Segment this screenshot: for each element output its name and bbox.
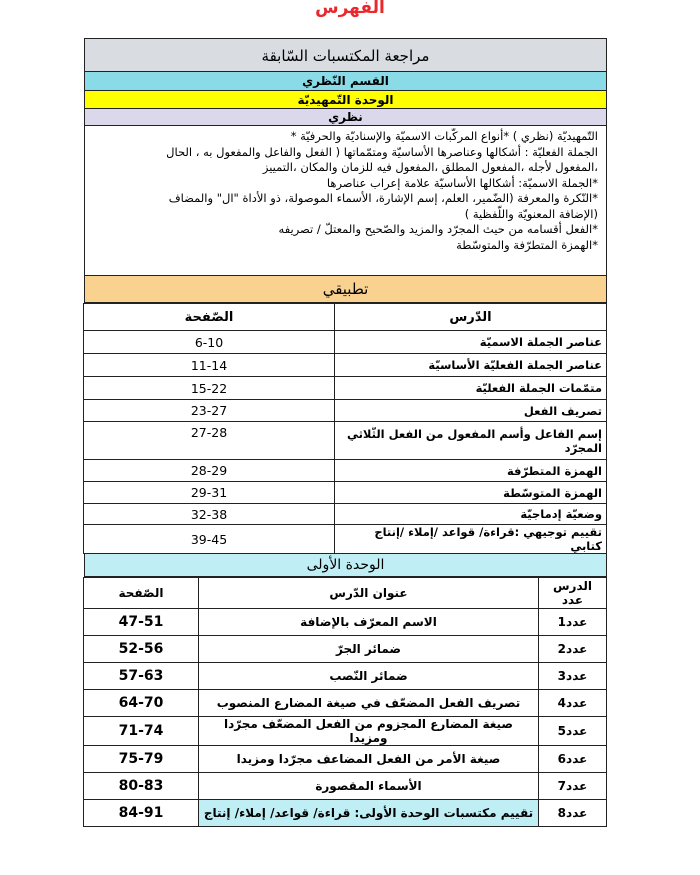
page-cell: 84-91	[84, 800, 199, 827]
theory-line: التّمهيديّة (نظري ) *أنواع المركّبات الاسميّة والإسناديّة والحرفيّة *	[290, 129, 598, 143]
page-cell: 6-10	[84, 331, 335, 354]
table-row	[84, 690, 607, 717]
page-cell: 39-45	[84, 525, 335, 554]
lesson-number-cell: عدد7	[539, 773, 607, 800]
theory-line: *الجملة الاسميّة: أشكالها الأساسيّة علامة إعراب عناصرها	[326, 175, 598, 190]
lesson-number-cell: عدد2	[539, 636, 607, 663]
table-row	[84, 663, 607, 690]
lesson-title-cell: تقييم مكتسبات الوحدة الأولى: قراءة/ قواعد/ إملاء/ إنتاج	[199, 800, 539, 827]
theory-line: *النّكرة والمعرفة (الضّمير، العلم، إسم الإشارة، الأسماء الموصولة، ذو الأداة "ال" والمضاف	[168, 191, 598, 205]
lesson-title-cell: صيغة الأمر من الفعل المضاعف مجرّدا ومزيدا	[199, 746, 539, 773]
header-lesson-number: الدرس عدد	[539, 578, 607, 609]
lesson-number-cell: عدد4	[539, 690, 607, 717]
table-row	[84, 377, 607, 400]
table-row	[84, 746, 607, 773]
table-header-row	[84, 304, 607, 331]
header-lesson: الدّرس	[335, 304, 607, 331]
lesson-cell: متمّمات الجملة الفعليّة	[335, 377, 607, 400]
lesson-number-cell: عدد5	[539, 717, 607, 746]
table-header-row	[84, 578, 607, 609]
table-row	[84, 400, 607, 422]
index-sheet	[84, 38, 607, 827]
lesson-cell: الهمزة المتوسّطة	[335, 482, 607, 504]
table-row	[84, 525, 607, 554]
lesson-cell: عناصر الجملة الفعليّة الأساسيّة	[335, 354, 607, 377]
lesson-number-cell: عدد1	[539, 609, 607, 636]
table-row	[84, 800, 607, 827]
theory-line: ،المفعول لأجله ،المفعول المطلق ،المفعول فيه للزمان والمكان ،التمييز	[262, 160, 598, 174]
lesson-cell: وضعيّة إدماجيّة	[335, 504, 607, 525]
theory-line: الجملة الفعليّة : أشكالها وعناصرها الأساسيّة ومتمّماتها ( الفعل والفاعل والمفعول به ، الحال	[166, 144, 598, 159]
theory-section-label: القسم النّظري	[84, 72, 607, 91]
lesson-title-cell: ضمائر الجرّ	[199, 636, 539, 663]
theory-line: *الفعل أقسامه من حيث المجرّد والمزيد والصّحيح والمعتلّ / تصريفه	[278, 222, 598, 236]
lesson-cell: تصريف الفعل	[335, 400, 607, 422]
review-title: مراجعة المكتسبات السّابقة	[84, 38, 607, 72]
theory-line: (الإضافة المعنويّة واللّفظية )	[464, 206, 598, 221]
page-cell: 27-28	[84, 422, 335, 460]
lesson-title-cell: تصريف الفعل المضعّف في صيغة المضارع المنصوب	[199, 690, 539, 717]
page-cell: 11-14	[84, 354, 335, 377]
table-row	[84, 504, 607, 525]
table-row	[84, 482, 607, 504]
page-cell: 15-22	[84, 377, 335, 400]
table-row	[84, 636, 607, 663]
lesson-title-cell: صيغة المضارع المجزوم من الفعل المضعّف مجرّدا ومزيدا	[199, 717, 539, 746]
page-cell: 47-51	[84, 609, 199, 636]
table-row	[84, 609, 607, 636]
unit1-table	[83, 577, 607, 827]
page-cell: 57-63	[84, 663, 199, 690]
table-row	[84, 717, 607, 746]
header-lesson-title: عنوان الدّرس	[199, 578, 539, 609]
page-cell: 23-27	[84, 400, 335, 422]
page-cell: 80-83	[84, 773, 199, 800]
page-cell: 75-79	[84, 746, 199, 773]
lesson-number-cell: عدد3	[539, 663, 607, 690]
table-row	[84, 460, 607, 482]
theory-line: *الهمزة المتطرّفة والمتوسّطة	[456, 237, 598, 252]
unit1-title: الوحدة الأولى	[84, 554, 607, 577]
page-cell: 64-70	[84, 690, 199, 717]
lesson-number-cell: عدد6	[539, 746, 607, 773]
page-cell: 28-29	[84, 460, 335, 482]
lesson-title-cell: الاسم المعرّف بالإضافة	[199, 609, 539, 636]
applied-table	[83, 303, 607, 554]
page-cell: 29-31	[84, 482, 335, 504]
lesson-cell: إسم الفاعل وأسم المفعول من الفعل الثّلاثي المجرّد	[335, 422, 607, 460]
lesson-cell: تقييم توجيهي :قراءة/ قواعد /إملاء /إنتاج كتابي	[335, 525, 607, 554]
intro-unit-label: الوحدة التّمهيديّة	[84, 91, 607, 109]
theory-content	[84, 126, 607, 276]
page-cell: 71-74	[84, 717, 199, 746]
lesson-number-cell: عدد8	[539, 800, 607, 827]
header-page: الصّفحة	[84, 304, 335, 331]
header-page: الصّفحة	[84, 578, 199, 609]
lesson-cell: الهمزة المتطرّفة	[335, 460, 607, 482]
table-row	[84, 422, 607, 460]
page-cell: 52-56	[84, 636, 199, 663]
lesson-title-cell: ضمائر النّصب	[199, 663, 539, 690]
applied-title: تطبيقي	[84, 276, 607, 303]
page-title: الفهرس	[315, 0, 385, 18]
lesson-cell: عناصر الجملة الاسميّة	[335, 331, 607, 354]
table-row	[84, 331, 607, 354]
page-cell: 32-38	[84, 504, 335, 525]
table-row	[84, 354, 607, 377]
lesson-title-cell: الأسماء المقصورة	[199, 773, 539, 800]
table-row	[84, 773, 607, 800]
theory-label: نظري	[84, 109, 607, 126]
